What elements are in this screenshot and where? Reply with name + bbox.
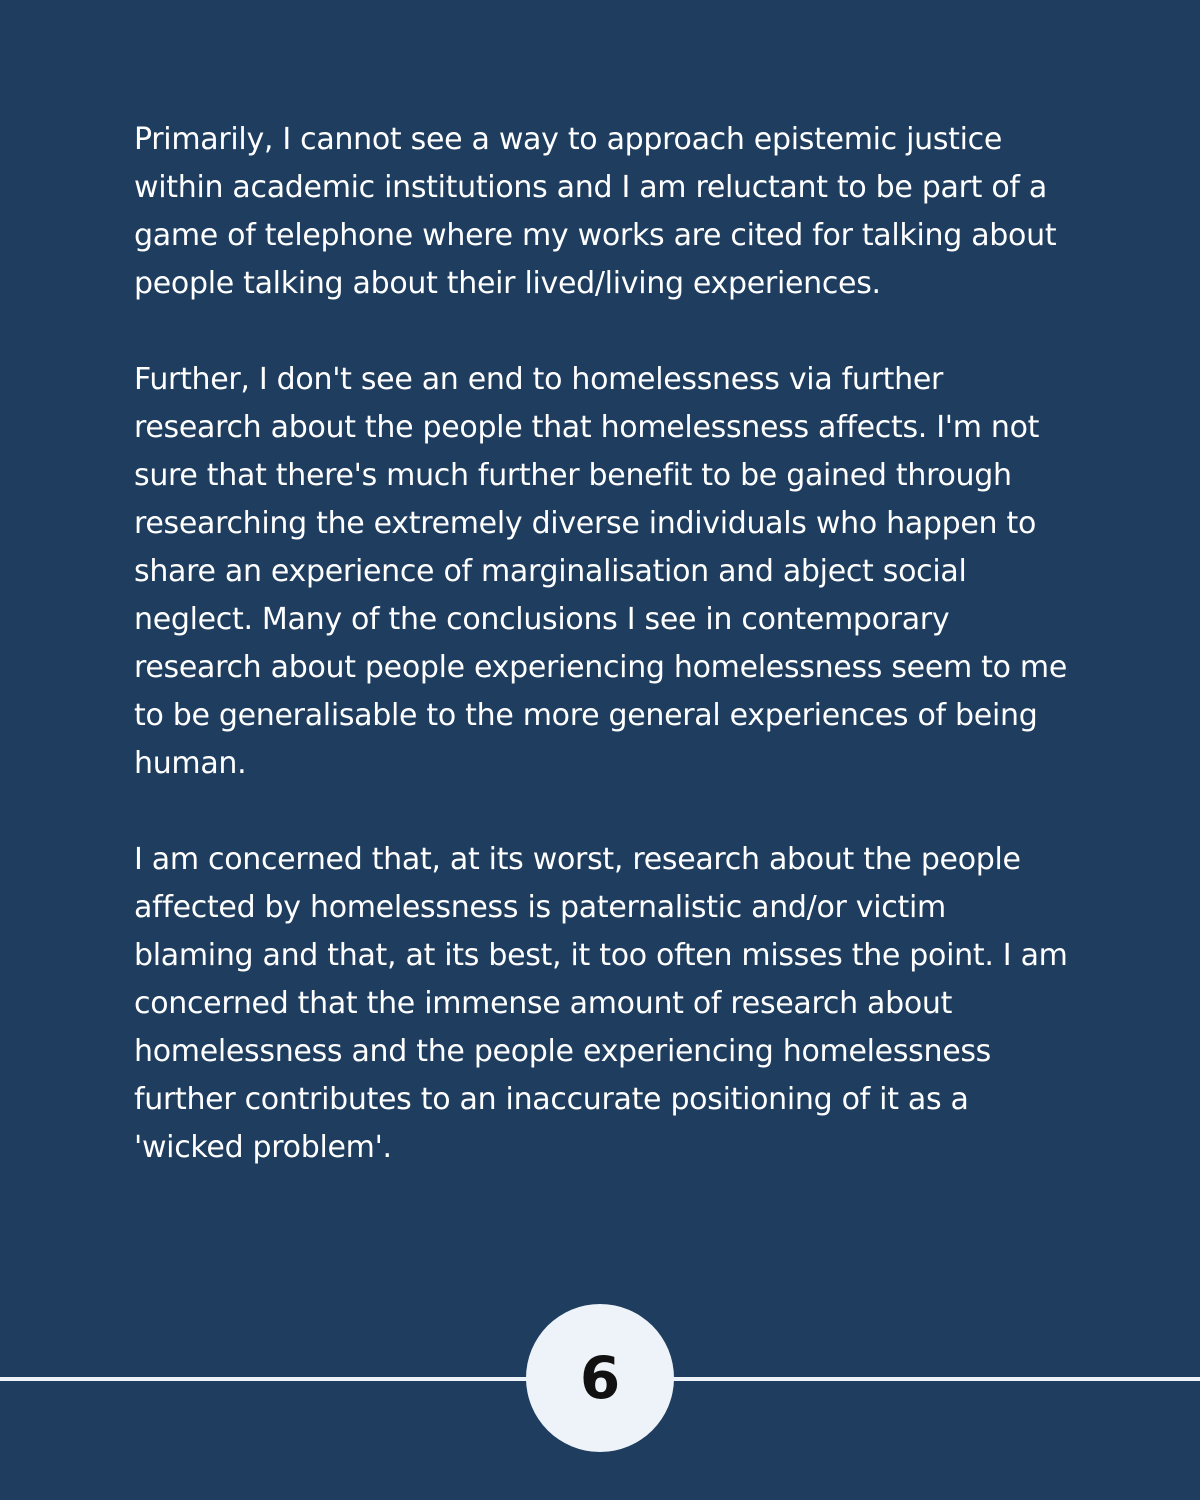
page-number: 6 — [579, 1344, 621, 1412]
page-number-badge — [526, 1304, 674, 1452]
body-text — [134, 116, 1074, 1172]
paragraph-1: Primarily, I cannot see a way to approach epistemic justice within academic institutions and I am reluctant to be part of a game of telephone where my works are cited for talking about people talking about their lived/living experiences. — [134, 122, 1057, 301]
paragraph-2: Further, I don't see an end to homelessness via further research about the people that homelessness affects. I'm not sure that there's much further benefit to be gained through researching the extremely diverse individuals who happen to share an experience of marginalisation and abject social neglect. Many of the conclusions I see in contemporary research about people experiencing homelessness seem to me to be generalisable to the more general experiences of being human. — [134, 362, 1067, 781]
paragraph-3: I am concerned that, at its worst, research about the people affected by homelessness is paternalistic and/or victim blaming and that, at its best, it too often misses the point. I am concerned that the immense amount of research about homelessness and the people experiencing homelessness further contributes to an inaccurate positioning of it as a 'wicked problem'. — [134, 842, 1068, 1165]
